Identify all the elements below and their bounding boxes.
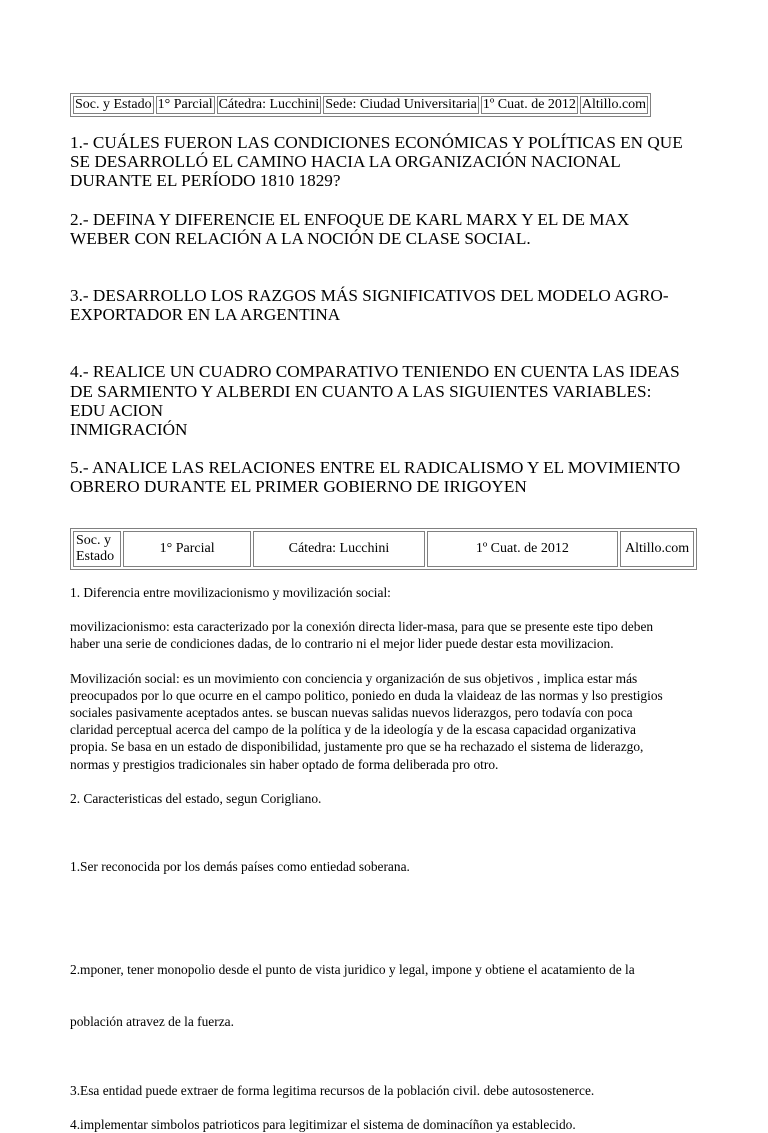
question-line: WEBER CON RELACIÓN A LA NOCIÓN DE CLASE SOCIAL. (70, 228, 531, 248)
answer-paragraph (70, 1082, 710, 1099)
question-line: 5.- ANALICE LAS RELACIONES ENTRE EL RADICALISMO Y EL MOVIMIENTO (70, 458, 681, 478)
header-cell-term: 1º Cuat. de 2012 (427, 531, 619, 567)
header-cell-term: 1º Cuat. de 2012 (482, 97, 576, 112)
exam-header-table (70, 93, 651, 117)
answer-paragraph (70, 584, 710, 601)
question-line: 3.- DESARROLLO LOS RAZGOS MÁS SIGNIFICATIVOS DEL MODELO AGRO- (70, 286, 669, 306)
question-4 (70, 362, 710, 439)
header-cell-site: Altillo.com (620, 531, 694, 567)
question-line: EXPORTADOR EN LA ARGENTINA (70, 305, 341, 325)
answer-paragraph (70, 670, 710, 773)
header-cell-chair: Cátedra: Lucchini (218, 97, 320, 112)
answer-line: propia. Se basa en un estado de disponibilidad, justamente pro que se ha rechazado el sistema de liderazgo, (70, 739, 644, 755)
header-cell-exam: 1° Parcial (157, 97, 213, 112)
answer-line: 2.mponer, tener monopolio desde el punto de vista juridico y legal, impone y obtiene el acatamiento de la (70, 962, 635, 978)
question-line: OBRERO DURANTE EL PRIMER GOBIERNO DE IRIGOYEN (70, 477, 527, 497)
answer-line: movilizacionismo: esta caracterizado por la conexión directa lider-masa, para que se presente este tipo deben (70, 619, 654, 635)
header-cell-exam: 1° Parcial (123, 531, 252, 567)
question-2 (70, 210, 710, 248)
question-line: EDU ACION (70, 400, 164, 420)
question-line: INMIGRACIÓN (70, 420, 188, 440)
header-cell-campus: Sede: Ciudad Universitaria (325, 97, 477, 112)
answer-line: preocupados por lo que ocurre en el campo politico, poniedo en duda la vlaideaz de las normas y lso prestigios (70, 687, 663, 703)
answers-header-table (70, 528, 697, 570)
header-cell-subject-line2: Estado (76, 549, 115, 564)
answer-paragraph (70, 790, 710, 807)
exam-questions (70, 133, 710, 497)
answer-line: 4.implementar simbolos patrioticos para legitimizar el sistema de dominacíñon ya establecido. (70, 1116, 576, 1132)
header-cell-chair: Cátedra: Lucchini (253, 531, 424, 567)
answer-line: población atravez de la fuerza. (70, 1014, 234, 1030)
header-cell-subject-line1: Soc. y (76, 533, 111, 548)
question-line: DURANTE EL PERÍODO 1810 1829? (70, 171, 341, 191)
answer-line: 3.Esa entidad puede extraer de forma legitima recursos de la población civil. debe autosostenerce. (70, 1082, 595, 1098)
answer-line: sociales pasivamente aceptados antes. se buscan nuevas salidas nuevos liderazgos, pero todavía con poca (70, 705, 633, 721)
question-line: 2.- DEFINA Y DIFERENCIE EL ENFOQUE DE KARL MARX Y EL DE MAX (70, 209, 630, 229)
answer-line: 1.Ser reconocida por los demás países como entiedad soberana. (70, 859, 410, 875)
question-line: DE SARMIENTO Y ALBERDI EN CUANTO A LAS SIGUIENTES VARIABLES: (70, 381, 652, 401)
header-cell-subject (73, 531, 121, 567)
question-line: 1.- CUÁLES FUERON LAS CONDICIONES ECONÓMICAS Y POLÍTICAS EN QUE (70, 133, 683, 152)
answer-line: normas y prestigios tradicionales sin haber optado de forma deliberada pro otro. (70, 756, 499, 772)
question-5 (70, 458, 710, 496)
answer-line: 2. Caracteristicas del estado, segun Corigliano. (70, 790, 322, 806)
question-1 (70, 133, 710, 191)
header-cell-subject: Soc. y Estado (75, 97, 152, 112)
answer-paragraph (70, 824, 710, 910)
answer-paragraph (70, 1116, 710, 1133)
answer-line: claridad perceptual acerca del campo de la política y de la ideología y de la escasa capacidad organizativa (70, 722, 636, 738)
question-line: 4.- REALICE UN CUADRO COMPARATIVO TENIENDO EN CUENTA LAS IDEAS (70, 362, 680, 382)
exam-answers (70, 584, 710, 1133)
header-row (73, 96, 648, 114)
answer-line: haber una serie de condiciones dadas, de lo contrario ni el mejor lider puede destar esta movilizacion. (70, 636, 614, 652)
question-line: SE DESARROLLÓ EL CAMINO HACIA LA ORGANIZACIÓN NACIONAL (70, 152, 621, 172)
answer-line: 1. Diferencia entre movilizacionismo y movilización social: (70, 585, 391, 600)
answer-paragraph (70, 927, 710, 1065)
header-row (73, 531, 694, 567)
question-3 (70, 286, 710, 324)
answer-paragraph (70, 618, 710, 652)
answer-line: Movilización social: es un movimiento con conciencia y organización de sus objetivos , implica estar más (70, 670, 638, 686)
header-cell-site: Altillo.com (581, 97, 647, 112)
